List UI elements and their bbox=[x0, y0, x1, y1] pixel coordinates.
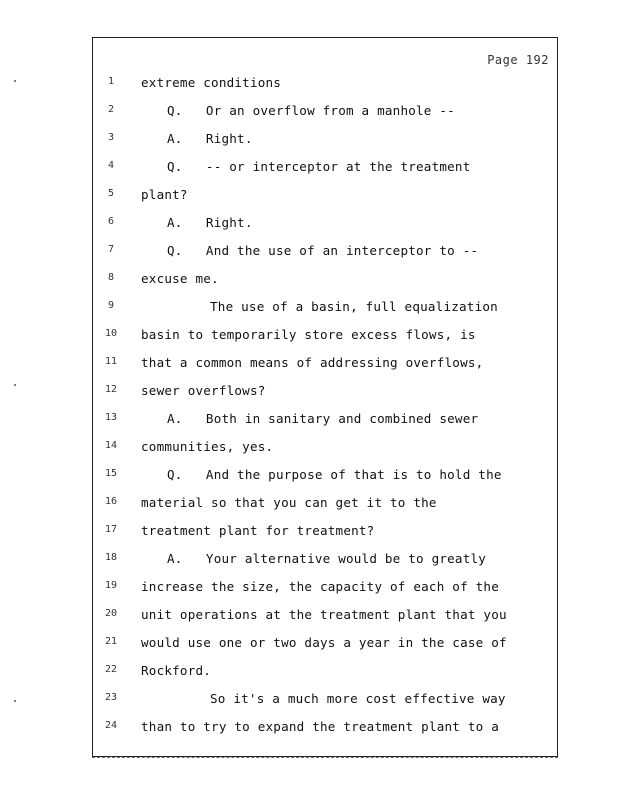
line-number: 2 bbox=[107, 104, 115, 115]
transcript-line bbox=[93, 299, 557, 327]
scan-speck bbox=[14, 700, 16, 702]
scan-speck bbox=[14, 80, 16, 82]
transcript-line bbox=[93, 579, 557, 607]
line-text: Rockford. bbox=[141, 663, 212, 678]
line-number: 1 bbox=[107, 76, 115, 87]
line-number: 11 bbox=[104, 356, 118, 367]
line-number: 21 bbox=[104, 636, 118, 647]
transcript-line bbox=[93, 103, 557, 131]
transcript-line bbox=[93, 439, 557, 467]
line-text: A. Your alternative would be to greatly bbox=[167, 551, 487, 566]
transcript-line bbox=[93, 271, 557, 299]
transcript-line bbox=[93, 411, 557, 439]
line-number: 24 bbox=[104, 720, 118, 731]
line-text: extreme conditions bbox=[141, 75, 282, 90]
line-number: 5 bbox=[107, 188, 115, 199]
transcript-line bbox=[93, 187, 557, 215]
line-text: So it's a much more cost effective way bbox=[210, 691, 506, 706]
line-text: plant? bbox=[141, 187, 188, 202]
transcript-line bbox=[93, 523, 557, 551]
line-number: 15 bbox=[104, 468, 118, 479]
line-number: 20 bbox=[104, 608, 118, 619]
transcript-line bbox=[93, 355, 557, 383]
line-number: 6 bbox=[107, 216, 115, 227]
transcript-line bbox=[93, 243, 557, 271]
line-text: than to try to expand the treatment plant to a bbox=[141, 719, 499, 734]
transcript-line bbox=[93, 131, 557, 159]
line-text: A. Both in sanitary and combined sewer bbox=[167, 411, 479, 426]
line-number: 9 bbox=[107, 300, 115, 311]
line-number: 12 bbox=[104, 384, 118, 395]
line-number: 4 bbox=[107, 160, 115, 171]
footer-rule bbox=[92, 757, 558, 758]
line-number: 16 bbox=[104, 496, 118, 507]
transcript-line bbox=[93, 719, 557, 747]
line-text: that a common means of addressing overflows, bbox=[141, 355, 484, 370]
transcript-line bbox=[93, 635, 557, 663]
transcript-line bbox=[93, 495, 557, 523]
transcript-line bbox=[93, 691, 557, 719]
line-number: 19 bbox=[104, 580, 118, 591]
line-text: material so that you can get it to the bbox=[141, 495, 437, 510]
line-number: 7 bbox=[107, 244, 115, 255]
line-text: unit operations at the treatment plant that you bbox=[141, 607, 507, 622]
line-text: basin to temporarily store excess flows, is bbox=[141, 327, 476, 342]
line-text: treatment plant for treatment? bbox=[141, 523, 375, 538]
line-text: Q. And the purpose of that is to hold the bbox=[167, 467, 502, 482]
transcript-line bbox=[93, 215, 557, 243]
line-text: Q. -- or interceptor at the treatment bbox=[167, 159, 471, 174]
line-text: The use of a basin, full equalization bbox=[210, 299, 498, 314]
line-text: increase the size, the capacity of each of the bbox=[141, 579, 499, 594]
transcript-page bbox=[92, 37, 558, 757]
transcript-line bbox=[93, 383, 557, 411]
line-text: excuse me. bbox=[141, 271, 219, 286]
transcript-line bbox=[93, 663, 557, 691]
transcript-line bbox=[93, 551, 557, 579]
line-text: A. Right. bbox=[167, 215, 253, 230]
scan-speck bbox=[14, 384, 16, 386]
transcript-line bbox=[93, 467, 557, 495]
page-number: Page 192 bbox=[487, 53, 549, 67]
transcript-line bbox=[93, 75, 557, 103]
line-number: 14 bbox=[104, 440, 118, 451]
line-text: communities, yes. bbox=[141, 439, 274, 454]
line-text: A. Right. bbox=[167, 131, 253, 146]
line-number: 22 bbox=[104, 664, 118, 675]
line-number: 13 bbox=[104, 412, 118, 423]
line-number: 23 bbox=[104, 692, 118, 703]
transcript-line bbox=[93, 327, 557, 355]
line-text: sewer overflows? bbox=[141, 383, 266, 398]
line-text: Q. Or an overflow from a manhole -- bbox=[167, 103, 455, 118]
line-number: 10 bbox=[104, 328, 118, 339]
line-text: would use one or two days a year in the case of bbox=[141, 635, 507, 650]
line-number: 17 bbox=[104, 524, 118, 535]
transcript-line bbox=[93, 159, 557, 187]
line-text: Q. And the use of an interceptor to -- bbox=[167, 243, 479, 258]
line-number: 18 bbox=[104, 552, 118, 563]
line-number: 3 bbox=[107, 132, 115, 143]
line-number: 8 bbox=[107, 272, 115, 283]
transcript-line bbox=[93, 607, 557, 635]
